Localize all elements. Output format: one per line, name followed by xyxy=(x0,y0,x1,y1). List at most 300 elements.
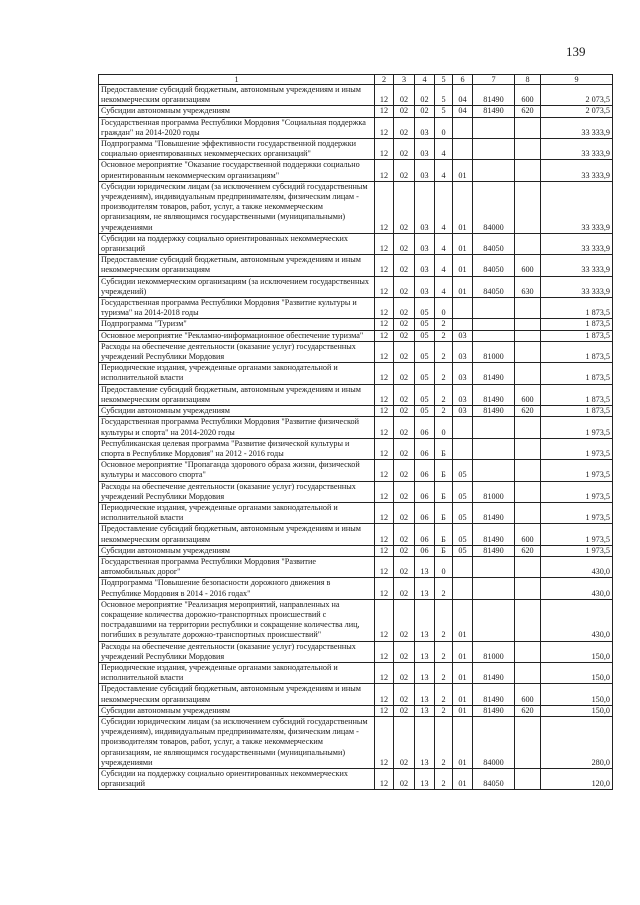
row-name-cell: Основное мероприятие "Рекламно-информационное обеспечение туризма" xyxy=(99,330,375,341)
code-cell-6: 01 xyxy=(453,181,473,233)
row-name-cell: Субсидии автономным учреждениям xyxy=(99,106,375,117)
code-cell-8 xyxy=(515,716,541,768)
header-cell-9: 9 xyxy=(541,75,613,85)
code-cell-2: 12 xyxy=(375,460,394,481)
table-row xyxy=(99,139,613,160)
table-row xyxy=(99,556,613,577)
code-cell-4: 05 xyxy=(415,298,435,319)
code-cell-8 xyxy=(515,578,541,599)
amount-cell: 150,0 xyxy=(541,705,613,716)
code-cell-7: 81000 xyxy=(473,641,515,662)
code-cell-7: 84000 xyxy=(473,181,515,233)
code-cell-8 xyxy=(515,363,541,384)
header-cell-7: 7 xyxy=(473,75,515,85)
code-cell-7 xyxy=(473,578,515,599)
code-cell-7 xyxy=(473,438,515,459)
table-row xyxy=(99,524,613,545)
amount-cell: 2 073,5 xyxy=(541,85,613,106)
code-cell-5: 4 xyxy=(435,233,453,254)
code-cell-2: 12 xyxy=(375,106,394,117)
code-cell-2: 12 xyxy=(375,139,394,160)
code-cell-4: 13 xyxy=(415,556,435,577)
code-cell-6 xyxy=(453,417,473,438)
code-cell-6: 01 xyxy=(453,705,473,716)
code-cell-6: 05 xyxy=(453,460,473,481)
amount-cell: 1 973,5 xyxy=(541,417,613,438)
code-cell-6: 01 xyxy=(453,599,473,641)
code-cell-6: 05 xyxy=(453,502,473,523)
table-row xyxy=(99,599,613,641)
code-cell-6 xyxy=(453,298,473,319)
row-name-cell: Основное мероприятие "Реализация мероприятий, направленных на сокращение количества дорожно-транспортных происшествий с пострадавшими на территории республики и сокращение количества лиц, погибших в результате дорожно-транспортных происшествий" xyxy=(99,599,375,641)
code-cell-8: 620 xyxy=(515,545,541,556)
code-cell-2: 12 xyxy=(375,160,394,181)
code-cell-5: 2 xyxy=(435,363,453,384)
code-cell-2: 12 xyxy=(375,181,394,233)
code-cell-6: 01 xyxy=(453,233,473,254)
amount-cell: 33 333,9 xyxy=(541,160,613,181)
code-cell-5: 2 xyxy=(435,330,453,341)
row-name-cell: Государственная программа Республики Мордовия "Социальная поддержка граждан" на 2014-2020 годы xyxy=(99,117,375,138)
code-cell-8 xyxy=(515,341,541,362)
code-cell-7 xyxy=(473,417,515,438)
code-cell-4: 13 xyxy=(415,578,435,599)
code-cell-4: 06 xyxy=(415,524,435,545)
code-cell-5: 4 xyxy=(435,276,453,297)
code-cell-3: 02 xyxy=(394,578,415,599)
row-name-cell: Субсидии юридическим лицам (за исключением субсидий государственным учреждениям), индивидуальным предпринимателям, физическим лицам - производителям товаров, работ, услуг, а также некоммерческим организациям, не являющимся государственными (муниципальными) учреждениями xyxy=(99,181,375,233)
code-cell-3: 02 xyxy=(394,330,415,341)
row-name-cell: Расходы на обеспечение деятельности (оказание услуг) государственных учреждений Республики Мордовия xyxy=(99,341,375,362)
code-cell-3: 02 xyxy=(394,233,415,254)
code-cell-5: 0 xyxy=(435,117,453,138)
row-name-cell: Субсидии на поддержку социально ориентированных некоммерческих организаций xyxy=(99,233,375,254)
code-cell-5: 2 xyxy=(435,578,453,599)
code-cell-6 xyxy=(453,117,473,138)
code-cell-6: 01 xyxy=(453,662,473,683)
table-row xyxy=(99,341,613,362)
code-cell-4: 06 xyxy=(415,417,435,438)
code-cell-8 xyxy=(515,181,541,233)
code-cell-3: 02 xyxy=(394,85,415,106)
code-cell-8 xyxy=(515,233,541,254)
code-cell-5: Б xyxy=(435,502,453,523)
code-cell-5: Б xyxy=(435,481,453,502)
code-cell-8: 600 xyxy=(515,85,541,106)
table-row xyxy=(99,460,613,481)
code-cell-5: Б xyxy=(435,545,453,556)
code-cell-2: 12 xyxy=(375,298,394,319)
code-cell-3: 02 xyxy=(394,438,415,459)
code-cell-4: 05 xyxy=(415,363,435,384)
code-cell-6: 05 xyxy=(453,524,473,545)
budget-table-container xyxy=(98,74,612,790)
amount-cell: 33 333,9 xyxy=(541,181,613,233)
code-cell-6: 01 xyxy=(453,641,473,662)
code-cell-3: 02 xyxy=(394,417,415,438)
row-name-cell: Подпрограмма "Туризм" xyxy=(99,319,375,330)
code-cell-3: 02 xyxy=(394,106,415,117)
code-cell-7: 81490 xyxy=(473,106,515,117)
table-header xyxy=(99,75,613,85)
row-name-cell: Предоставление субсидий бюджетным, автономным учреждениям и иным некоммерческим организациям xyxy=(99,524,375,545)
code-cell-8 xyxy=(515,438,541,459)
code-cell-6: 03 xyxy=(453,341,473,362)
amount-cell: 33 333,9 xyxy=(541,255,613,276)
code-cell-3: 02 xyxy=(394,298,415,319)
row-name-cell: Предоставление субсидий бюджетным, автономным учреждениям и иным некоммерческим организациям xyxy=(99,384,375,405)
row-name-cell: Периодические издания, учрежденные органами законодательной и исполнительной власти xyxy=(99,502,375,523)
table-row xyxy=(99,641,613,662)
code-cell-2: 12 xyxy=(375,481,394,502)
code-cell-2: 12 xyxy=(375,233,394,254)
code-cell-3: 02 xyxy=(394,502,415,523)
table-row xyxy=(99,85,613,106)
code-cell-8: 600 xyxy=(515,684,541,705)
table-row xyxy=(99,545,613,556)
code-cell-2: 12 xyxy=(375,255,394,276)
code-cell-6: 05 xyxy=(453,481,473,502)
code-cell-3: 02 xyxy=(394,481,415,502)
amount-cell: 1 973,5 xyxy=(541,438,613,459)
code-cell-7 xyxy=(473,556,515,577)
code-cell-3: 02 xyxy=(394,716,415,768)
row-name-cell: Субсидии автономным учреждениям xyxy=(99,545,375,556)
code-cell-5: 4 xyxy=(435,139,453,160)
code-cell-4: 03 xyxy=(415,255,435,276)
code-cell-5: 2 xyxy=(435,684,453,705)
header-cell-8: 8 xyxy=(515,75,541,85)
code-cell-4: 03 xyxy=(415,139,435,160)
code-cell-7: 81490 xyxy=(473,705,515,716)
code-cell-8 xyxy=(515,160,541,181)
code-cell-4: 13 xyxy=(415,684,435,705)
code-cell-3: 02 xyxy=(394,599,415,641)
code-cell-7: 81000 xyxy=(473,481,515,502)
amount-cell: 280,0 xyxy=(541,716,613,768)
code-cell-8: 600 xyxy=(515,524,541,545)
table-row xyxy=(99,662,613,683)
code-cell-7: 81490 xyxy=(473,524,515,545)
code-cell-3: 02 xyxy=(394,662,415,683)
code-cell-7 xyxy=(473,139,515,160)
amount-cell: 150,0 xyxy=(541,662,613,683)
code-cell-4: 13 xyxy=(415,769,435,790)
code-cell-2: 12 xyxy=(375,769,394,790)
code-cell-7: 81490 xyxy=(473,662,515,683)
code-cell-4: 13 xyxy=(415,641,435,662)
amount-cell: 1 873,5 xyxy=(541,330,613,341)
table-row xyxy=(99,481,613,502)
code-cell-7: 81490 xyxy=(473,363,515,384)
code-cell-7: 81490 xyxy=(473,502,515,523)
code-cell-5: Б xyxy=(435,460,453,481)
code-cell-3: 02 xyxy=(394,181,415,233)
amount-cell: 1 873,5 xyxy=(541,363,613,384)
code-cell-2: 12 xyxy=(375,502,394,523)
amount-cell: 1 973,5 xyxy=(541,502,613,523)
code-cell-2: 12 xyxy=(375,599,394,641)
code-cell-4: 03 xyxy=(415,233,435,254)
header-cell-6: 6 xyxy=(453,75,473,85)
code-cell-5: Б xyxy=(435,438,453,459)
code-cell-4: 13 xyxy=(415,716,435,768)
code-cell-6: 01 xyxy=(453,276,473,297)
table-row xyxy=(99,330,613,341)
table-row xyxy=(99,502,613,523)
code-cell-4: 05 xyxy=(415,384,435,405)
code-cell-7 xyxy=(473,117,515,138)
code-cell-2: 12 xyxy=(375,319,394,330)
code-cell-2: 12 xyxy=(375,438,394,459)
row-name-cell: Государственная программа Республики Мордовия "Развитие физической культуры и спорта" на 2014-2020 годы xyxy=(99,417,375,438)
code-cell-8: 620 xyxy=(515,406,541,417)
code-cell-5: 0 xyxy=(435,556,453,577)
code-cell-8 xyxy=(515,139,541,160)
code-cell-7: 81490 xyxy=(473,545,515,556)
code-cell-3: 02 xyxy=(394,641,415,662)
amount-cell: 1 973,5 xyxy=(541,481,613,502)
code-cell-4: 03 xyxy=(415,117,435,138)
code-cell-3: 02 xyxy=(394,255,415,276)
code-cell-3: 02 xyxy=(394,117,415,138)
code-cell-5: 0 xyxy=(435,298,453,319)
table-row xyxy=(99,716,613,768)
code-cell-5: 2 xyxy=(435,406,453,417)
code-cell-7: 81490 xyxy=(473,406,515,417)
page-number: 139 xyxy=(566,44,586,59)
code-cell-2: 12 xyxy=(375,524,394,545)
code-cell-3: 02 xyxy=(394,556,415,577)
row-name-cell: Субсидии на поддержку социально ориентированных некоммерческих организаций xyxy=(99,769,375,790)
table-row xyxy=(99,684,613,705)
code-cell-4: 13 xyxy=(415,662,435,683)
code-cell-4: 06 xyxy=(415,481,435,502)
table-row xyxy=(99,181,613,233)
row-name-cell: Периодические издания, учрежденные органами законодательной и исполнительной власти xyxy=(99,363,375,384)
row-name-cell: Расходы на обеспечение деятельности (оказание услуг) государственных учреждений Республики Мордовия xyxy=(99,641,375,662)
amount-cell: 33 333,9 xyxy=(541,139,613,160)
code-cell-5: 2 xyxy=(435,662,453,683)
code-cell-6: 01 xyxy=(453,716,473,768)
amount-cell: 33 333,9 xyxy=(541,233,613,254)
code-cell-2: 12 xyxy=(375,406,394,417)
row-name-cell: Расходы на обеспечение деятельности (оказание услуг) государственных учреждений Республики Мордовия xyxy=(99,481,375,502)
row-name-cell: Государственная программа Республики Мордовия "Развитие культуры и туризма" на 2014-2018 годы xyxy=(99,298,375,319)
amount-cell: 150,0 xyxy=(541,684,613,705)
header-row xyxy=(99,75,613,85)
row-name-cell: Предоставление субсидий бюджетным, автономным учреждениям и иным некоммерческим организациям xyxy=(99,684,375,705)
code-cell-2: 12 xyxy=(375,705,394,716)
amount-cell: 430,0 xyxy=(541,578,613,599)
code-cell-6: 01 xyxy=(453,255,473,276)
code-cell-6 xyxy=(453,578,473,599)
code-cell-6: 03 xyxy=(453,384,473,405)
code-cell-5: 2 xyxy=(435,319,453,330)
code-cell-3: 02 xyxy=(394,160,415,181)
row-name-cell: Предоставление субсидий бюджетным, автономным учреждениям и иным некоммерческим организациям xyxy=(99,85,375,106)
row-name-cell: Предоставление субсидий бюджетным, автономным учреждениям и иным некоммерческим организациям xyxy=(99,255,375,276)
code-cell-7: 84050 xyxy=(473,255,515,276)
code-cell-4: 06 xyxy=(415,460,435,481)
code-cell-8: 620 xyxy=(515,106,541,117)
amount-cell: 1 973,5 xyxy=(541,524,613,545)
code-cell-2: 12 xyxy=(375,417,394,438)
code-cell-7 xyxy=(473,298,515,319)
table-row xyxy=(99,160,613,181)
code-cell-6: 01 xyxy=(453,769,473,790)
code-cell-4: 02 xyxy=(415,106,435,117)
code-cell-5: 2 xyxy=(435,641,453,662)
amount-cell: 1 873,5 xyxy=(541,406,613,417)
header-cell-2: 2 xyxy=(375,75,394,85)
table-row xyxy=(99,417,613,438)
code-cell-4: 06 xyxy=(415,502,435,523)
code-cell-3: 02 xyxy=(394,769,415,790)
code-cell-2: 12 xyxy=(375,117,394,138)
code-cell-5: 2 xyxy=(435,705,453,716)
amount-cell: 1 973,5 xyxy=(541,545,613,556)
header-cell-3: 3 xyxy=(394,75,415,85)
code-cell-7: 81000 xyxy=(473,341,515,362)
row-name-cell: Основное мероприятие "Пропаганда здорового образа жизни, физической культуры и массового спорта" xyxy=(99,460,375,481)
code-cell-6: 05 xyxy=(453,545,473,556)
code-cell-4: 03 xyxy=(415,276,435,297)
code-cell-8 xyxy=(515,599,541,641)
code-cell-8: 600 xyxy=(515,255,541,276)
code-cell-7 xyxy=(473,330,515,341)
table-body xyxy=(99,85,613,790)
code-cell-3: 02 xyxy=(394,319,415,330)
table-row xyxy=(99,106,613,117)
code-cell-8 xyxy=(515,298,541,319)
code-cell-6 xyxy=(453,556,473,577)
code-cell-5: 4 xyxy=(435,160,453,181)
code-cell-3: 02 xyxy=(394,406,415,417)
table-row xyxy=(99,276,613,297)
code-cell-3: 02 xyxy=(394,524,415,545)
code-cell-7 xyxy=(473,319,515,330)
code-cell-8 xyxy=(515,641,541,662)
code-cell-7: 81490 xyxy=(473,684,515,705)
code-cell-7 xyxy=(473,599,515,641)
amount-cell: 430,0 xyxy=(541,599,613,641)
code-cell-2: 12 xyxy=(375,556,394,577)
code-cell-2: 12 xyxy=(375,641,394,662)
code-cell-6: 03 xyxy=(453,330,473,341)
code-cell-8 xyxy=(515,330,541,341)
code-cell-2: 12 xyxy=(375,363,394,384)
code-cell-2: 12 xyxy=(375,85,394,106)
code-cell-5: 2 xyxy=(435,341,453,362)
row-name-cell: Субсидии юридическим лицам (за исключением субсидий государственным учреждениям), индивидуальным предпринимателям, физическим лицам - производителям товаров, работ, услуг, а также некоммерческим организациям, не являющимся государственными (муниципальными) учреждениями xyxy=(99,716,375,768)
table-row xyxy=(99,384,613,405)
table-row xyxy=(99,233,613,254)
table-row xyxy=(99,117,613,138)
code-cell-8 xyxy=(515,319,541,330)
amount-cell: 1 873,5 xyxy=(541,298,613,319)
amount-cell: 33 333,9 xyxy=(541,276,613,297)
code-cell-7: 81490 xyxy=(473,85,515,106)
code-cell-5: 2 xyxy=(435,384,453,405)
code-cell-8 xyxy=(515,460,541,481)
code-cell-3: 02 xyxy=(394,139,415,160)
code-cell-2: 12 xyxy=(375,341,394,362)
row-name-cell: Республиканская целевая программа "Развитие физической культуры и спорта в Республике Мордовия" на 2012 - 2016 годы xyxy=(99,438,375,459)
code-cell-6: 04 xyxy=(453,106,473,117)
table-row xyxy=(99,769,613,790)
row-name-cell: Субсидии автономным учреждениям xyxy=(99,705,375,716)
code-cell-4: 05 xyxy=(415,406,435,417)
header-cell-4: 4 xyxy=(415,75,435,85)
code-cell-8 xyxy=(515,481,541,502)
code-cell-8 xyxy=(515,556,541,577)
amount-cell: 1 873,5 xyxy=(541,319,613,330)
code-cell-6 xyxy=(453,319,473,330)
row-name-cell: Государственная программа Республики Мордовия "Развитие автомобильных дорог" xyxy=(99,556,375,577)
header-cell-5: 5 xyxy=(435,75,453,85)
code-cell-8 xyxy=(515,417,541,438)
table-row xyxy=(99,255,613,276)
code-cell-6 xyxy=(453,438,473,459)
table-row xyxy=(99,319,613,330)
code-cell-2: 12 xyxy=(375,662,394,683)
code-cell-3: 02 xyxy=(394,276,415,297)
code-cell-8: 620 xyxy=(515,705,541,716)
code-cell-3: 02 xyxy=(394,384,415,405)
amount-cell: 1 973,5 xyxy=(541,460,613,481)
code-cell-4: 06 xyxy=(415,545,435,556)
table-row xyxy=(99,298,613,319)
amount-cell: 120,0 xyxy=(541,769,613,790)
code-cell-4: 06 xyxy=(415,438,435,459)
amount-cell: 1 873,5 xyxy=(541,384,613,405)
table-row xyxy=(99,363,613,384)
code-cell-3: 02 xyxy=(394,684,415,705)
code-cell-3: 02 xyxy=(394,705,415,716)
code-cell-4: 02 xyxy=(415,85,435,106)
row-name-cell: Периодические издания, учрежденные органами законодательной и исполнительной власти xyxy=(99,662,375,683)
code-cell-8: 630 xyxy=(515,276,541,297)
table-row xyxy=(99,438,613,459)
code-cell-5: 0 xyxy=(435,417,453,438)
code-cell-3: 02 xyxy=(394,341,415,362)
code-cell-7 xyxy=(473,160,515,181)
amount-cell: 430,0 xyxy=(541,556,613,577)
code-cell-4: 03 xyxy=(415,181,435,233)
code-cell-7: 84050 xyxy=(473,276,515,297)
code-cell-7: 84050 xyxy=(473,769,515,790)
code-cell-4: 05 xyxy=(415,330,435,341)
amount-cell: 1 873,5 xyxy=(541,341,613,362)
header-cell-1: 1 xyxy=(99,75,375,85)
amount-cell: 150,0 xyxy=(541,641,613,662)
code-cell-6 xyxy=(453,139,473,160)
code-cell-8 xyxy=(515,502,541,523)
row-name-cell: Основное мероприятие "Оказание государственной поддержки социально ориентированным некоммерческим организациям" xyxy=(99,160,375,181)
code-cell-3: 02 xyxy=(394,545,415,556)
table-row xyxy=(99,406,613,417)
table-row xyxy=(99,578,613,599)
amount-cell: 33 333,9 xyxy=(541,117,613,138)
code-cell-2: 12 xyxy=(375,716,394,768)
code-cell-8 xyxy=(515,662,541,683)
code-cell-5: 5 xyxy=(435,85,453,106)
code-cell-7: 84000 xyxy=(473,716,515,768)
code-cell-2: 12 xyxy=(375,384,394,405)
code-cell-5: 4 xyxy=(435,255,453,276)
code-cell-7 xyxy=(473,460,515,481)
